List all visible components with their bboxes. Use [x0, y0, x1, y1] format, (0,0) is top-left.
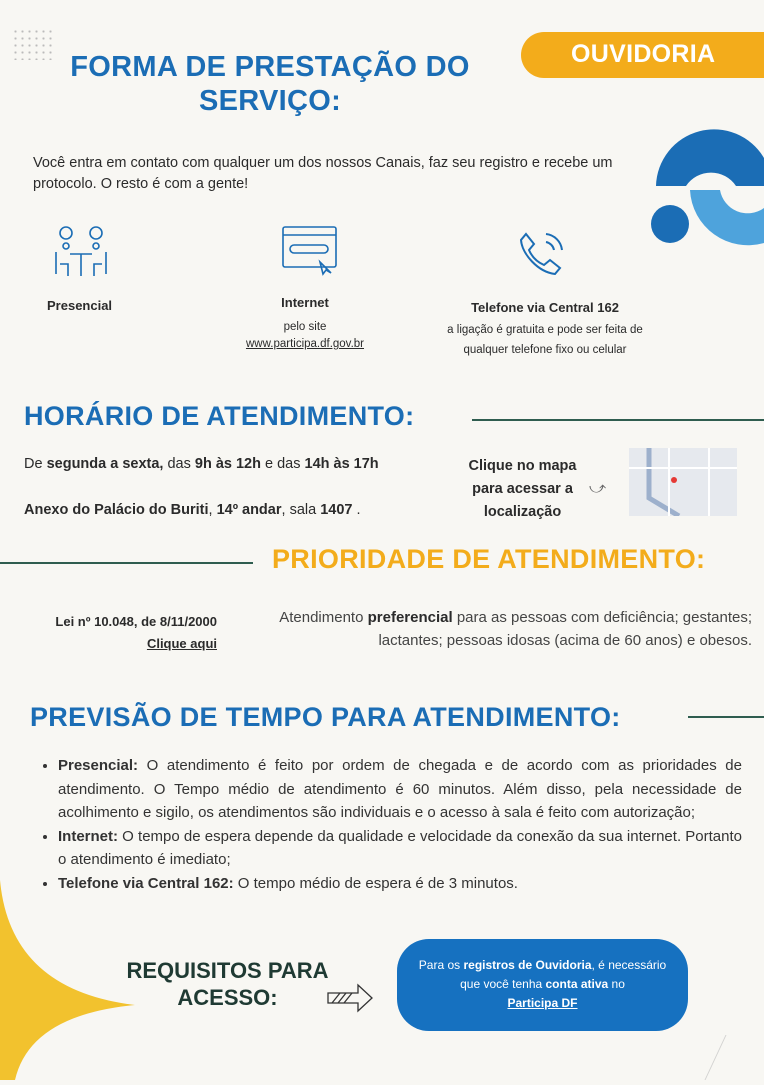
- text-bold: conta ativa: [545, 977, 609, 991]
- curved-arrow-icon: ⤻: [589, 480, 607, 497]
- text: Atendimento: [279, 609, 368, 626]
- text-bold: 9h às 12h: [194, 456, 261, 472]
- text: no: [608, 977, 625, 991]
- list-item: [58, 825, 742, 872]
- horario-local: [24, 502, 361, 518]
- map-cta-line: para acessar a: [472, 481, 573, 497]
- requisitos-box: [397, 939, 688, 1031]
- channel-telefone-line2: qualquer telefone fixo ou celular: [463, 344, 627, 356]
- text-bold: 14h às 17h: [304, 456, 379, 472]
- map-cta-line: localização: [483, 504, 562, 520]
- title-line: REQUISITOS PARA: [126, 958, 329, 983]
- title-line-1: FORMA DE PRESTAÇÃO DO: [70, 51, 470, 83]
- channel-telefone: [420, 298, 670, 360]
- item-label: Internet:: [58, 827, 118, 845]
- arrow-right-icon: [326, 983, 374, 1018]
- lei-link[interactable]: Clique aqui: [146, 636, 217, 651]
- text: Para os: [418, 958, 464, 972]
- text: .: [352, 502, 361, 518]
- map-thumbnail[interactable]: [629, 448, 737, 516]
- text: e das: [260, 456, 305, 472]
- prioridade-text: [250, 606, 752, 652]
- text-bold: segunda a sexta,: [46, 456, 164, 472]
- text: das: [163, 456, 195, 472]
- item-label: Telefone via Central 162:: [58, 874, 234, 892]
- browser-icon: [282, 226, 338, 283]
- item-text: O tempo de espera depende da qualidade e velocidade da conexão da sua internet. Portanto o atendimento é imediato;: [58, 827, 742, 868]
- text-bold: 14º andar: [216, 502, 282, 518]
- title-line: ACESSO:: [177, 985, 278, 1010]
- text: , sala: [281, 502, 321, 518]
- line-pattern-decoration: [705, 1035, 764, 1080]
- map-cta-line: Clique no mapa: [468, 458, 577, 474]
- list-item: [58, 872, 742, 896]
- previsao-title: PREVISÃO DE TEMPO PARA ATENDIMENTO:: [30, 702, 621, 732]
- title-line-2: SERVIÇO:: [198, 85, 342, 117]
- channel-internet-title: Internet: [281, 295, 329, 310]
- divider: [688, 716, 764, 718]
- prioridade-title: PRIORIDADE DE ATENDIMENTO:: [272, 544, 706, 574]
- text: De: [24, 456, 47, 472]
- channel-telefone-title: Telefone via Central 162: [471, 300, 619, 315]
- channel-telefone-line1: a ligação é gratuita e pode ser feita de: [447, 324, 643, 336]
- text: ,: [208, 502, 217, 518]
- item-label: Presencial:: [58, 757, 139, 774]
- text-bold: Anexo do Palácio do Buriti: [24, 502, 209, 518]
- intro-text: Você entra em contato com qualquer um dos nossos Canais, faz seu registro e recebe um protocolo. O resto é com a gente!: [33, 155, 613, 192]
- meeting-icon: [50, 224, 112, 283]
- item-text: O atendimento é feito por ordem de chegada e de acordo com as prioridades de atendimento. O Tempo médio de atendimento é 60 minutos. Além disso, pela necessidade de acolhimento e sigilo, os atendimentos são individuais e o acesso à sala é feito com autorização;: [58, 757, 742, 821]
- logo-decoration: [650, 128, 764, 248]
- page-title: [40, 50, 500, 118]
- map-cta: [450, 455, 595, 524]
- text-bold: registros de Ouvidoria: [463, 958, 592, 972]
- horario-title: HORÁRIO DE ATENDIMENTO:: [24, 401, 415, 431]
- lei-text: Lei nº 10.048, de 8/11/2000: [55, 614, 217, 629]
- participa-df-link[interactable]: Participa DF: [507, 996, 578, 1010]
- phone-icon: [518, 228, 568, 281]
- text: , é necessário que você tenha: [460, 958, 667, 991]
- divider: [472, 419, 764, 421]
- list-item: [58, 754, 742, 825]
- divider: [0, 562, 253, 564]
- participa-site-link[interactable]: www.participa.df.gov.br: [245, 338, 365, 350]
- item-text: O tempo médio de espera é de 3 minutos.: [233, 874, 518, 892]
- lei-reference: [20, 611, 217, 655]
- text: para as pessoas com deficiência; gestantes; lactantes; pessoas idosas (acima de 60 anos) e obesos.: [378, 609, 752, 649]
- previsao-list: [36, 754, 742, 895]
- channel-internet-line1: pelo site: [283, 321, 327, 333]
- requisitos-title: [100, 957, 355, 1011]
- ouvidoria-badge-label: OUVIDORIA: [571, 40, 716, 68]
- channel-internet: [230, 294, 380, 353]
- text-bold: 1407: [320, 502, 353, 518]
- horario-dias: [24, 456, 379, 472]
- channel-presencial-title: Presencial: [47, 298, 113, 313]
- text-bold: preferencial: [367, 609, 453, 626]
